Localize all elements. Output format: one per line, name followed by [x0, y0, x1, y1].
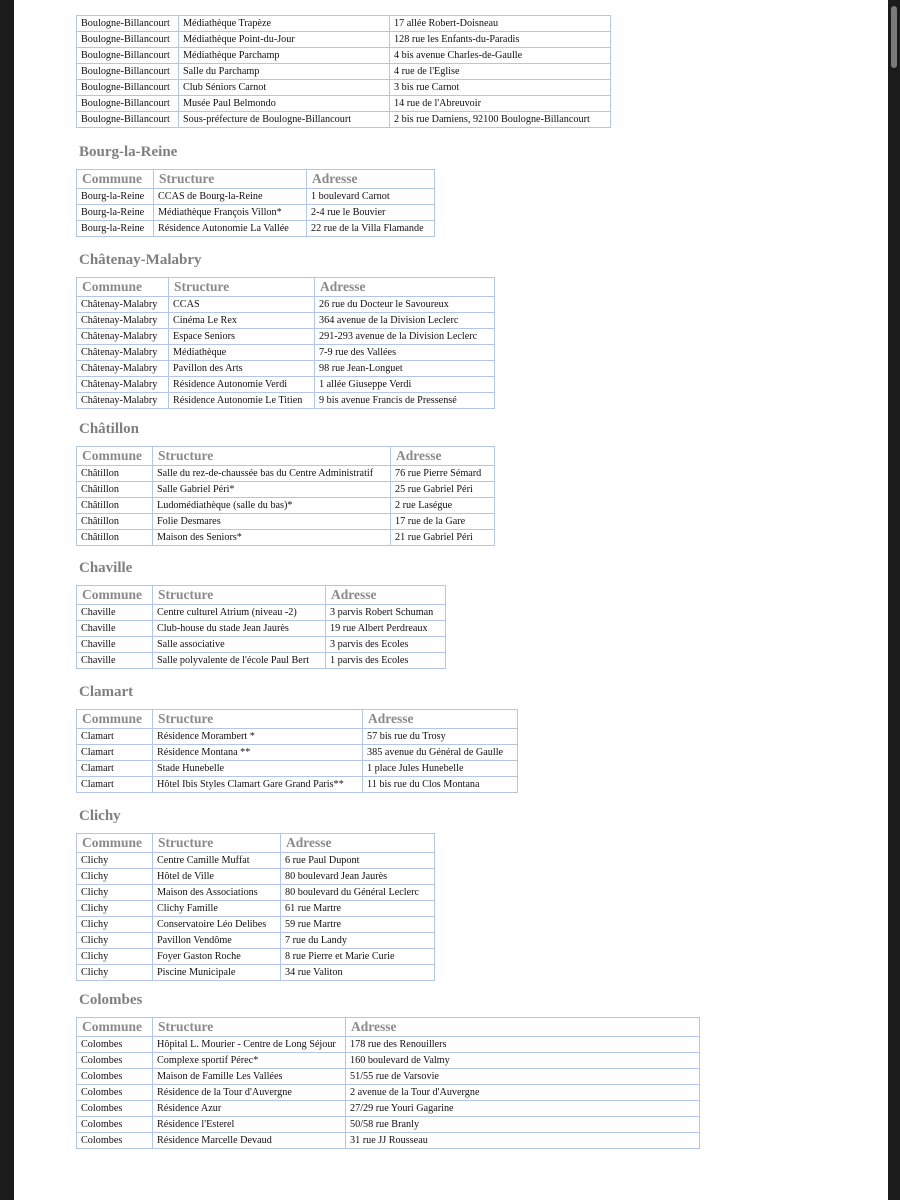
cell-structure: Complexe sportif Pérec* [153, 1053, 346, 1069]
cell-structure: Résidence l'Esterel [153, 1117, 346, 1133]
header-adresse: Adresse [363, 710, 518, 729]
cell-structure: Maison des Seniors* [153, 530, 391, 546]
cell-adresse: 4 bis avenue Charles-de-Gaulle [390, 48, 611, 64]
header-structure: Structure [153, 1018, 346, 1037]
cell-adresse: 1 boulevard Carnot [307, 189, 435, 205]
cell-adresse: 1 place Jules Hunebelle [363, 761, 518, 777]
cell-commune: Clichy [77, 933, 153, 949]
cell-adresse: 3 bis rue Carnot [390, 80, 611, 96]
table-row [77, 466, 495, 482]
header-adresse: Adresse [315, 278, 495, 297]
cell-structure: Salle du rez-de-chaussée bas du Centre Administratif [153, 466, 391, 482]
cell-adresse: 61 rue Martre [281, 901, 435, 917]
scrollbar-thumb[interactable] [891, 6, 897, 68]
cell-structure: Hôpital L. Mourier - Centre de Long Séjour [153, 1037, 346, 1053]
cell-adresse: 3 parvis Robert Schuman [326, 605, 446, 621]
table-row [77, 48, 611, 64]
header-adresse: Adresse [346, 1018, 700, 1037]
cell-commune: Colombes [77, 1133, 153, 1149]
table-row [77, 361, 495, 377]
cell-commune: Colombes [77, 1053, 153, 1069]
section-chaville [76, 559, 446, 669]
cell-commune: Châtenay-Malabry [77, 329, 169, 345]
table-row [77, 965, 435, 981]
cell-structure: CCAS de Bourg-la-Reine [154, 189, 307, 205]
cell-adresse: 57 bis rue du Trosy [363, 729, 518, 745]
table-row [77, 729, 518, 745]
cell-commune: Boulogne-Billancourt [77, 96, 179, 112]
table-row [77, 482, 495, 498]
cell-structure: Stade Hunebelle [153, 761, 363, 777]
cell-structure: Résidence Montana ** [153, 745, 363, 761]
table-row [77, 653, 446, 669]
cell-commune: Colombes [77, 1117, 153, 1133]
cell-commune: Châtenay-Malabry [77, 377, 169, 393]
header-structure: Structure [153, 710, 363, 729]
table-row [77, 637, 446, 653]
table-row [77, 96, 611, 112]
cell-adresse: 80 boulevard Jean Jaurès [281, 869, 435, 885]
cell-adresse: 3 parvis des Ecoles [326, 637, 446, 653]
table-row [77, 1117, 700, 1133]
table-row [77, 498, 495, 514]
header-commune: Commune [77, 447, 153, 466]
cell-commune: Clichy [77, 869, 153, 885]
cell-structure: Salle polyvalente de l'école Paul Bert [153, 653, 326, 669]
table-row [77, 949, 435, 965]
cell-commune: Clichy [77, 949, 153, 965]
table-row [77, 745, 518, 761]
table-row [77, 853, 435, 869]
table-row [77, 917, 435, 933]
cell-structure: Résidence Autonomie La Vallée [154, 221, 307, 237]
table-row [77, 1037, 700, 1053]
cell-commune: Colombes [77, 1037, 153, 1053]
cell-adresse: 160 boulevard de Valmy [346, 1053, 700, 1069]
cell-commune: Châtenay-Malabry [77, 313, 169, 329]
cell-adresse: 364 avenue de la Division Leclerc [315, 313, 495, 329]
cell-adresse: 2 avenue de la Tour d'Auvergne [346, 1085, 700, 1101]
cell-commune: Clamart [77, 745, 153, 761]
table-row [77, 16, 611, 32]
header-commune: Commune [77, 834, 153, 853]
cell-adresse: 59 rue Martre [281, 917, 435, 933]
cell-adresse: 128 rue les Enfants-du-Paradis [390, 32, 611, 48]
cell-adresse: 51/55 rue de Varsovie [346, 1069, 700, 1085]
section-colombes [76, 991, 700, 1149]
cell-adresse: 4 rue de l'Eglise [390, 64, 611, 80]
cell-commune: Clamart [77, 777, 153, 793]
table-row [77, 1101, 700, 1117]
cell-structure: Conservatoire Léo Delibes [153, 917, 281, 933]
cell-adresse: 21 rue Gabriel Péri [391, 530, 495, 546]
cell-commune: Chaville [77, 605, 153, 621]
cell-adresse: 9 bis avenue Francis de Pressensé [315, 393, 495, 409]
cell-adresse: 17 allée Robert-Doisneau [390, 16, 611, 32]
table-row [77, 64, 611, 80]
cell-structure: Salle associative [153, 637, 326, 653]
cell-commune: Clichy [77, 853, 153, 869]
cell-structure: Résidence Autonomie Le Titien [169, 393, 315, 409]
cell-adresse: 291-293 avenue de la Division Leclerc [315, 329, 495, 345]
cell-adresse: 8 rue Pierre et Marie Curie [281, 949, 435, 965]
cell-structure: CCAS [169, 297, 315, 313]
cell-commune: Clichy [77, 917, 153, 933]
table-clamart [76, 709, 518, 793]
cell-commune: Clamart [77, 761, 153, 777]
cell-structure: Résidence de la Tour d'Auvergne [153, 1085, 346, 1101]
table-row [77, 514, 495, 530]
cell-adresse: 34 rue Valiton [281, 965, 435, 981]
table-row [77, 885, 435, 901]
document-page [14, 0, 888, 1200]
table-chaville [76, 585, 446, 669]
section-title: Clamart [79, 684, 134, 700]
cell-adresse: 98 rue Jean-Longuet [315, 361, 495, 377]
left-edge [0, 0, 14, 1200]
cell-commune: Bourg-la-Reine [77, 221, 154, 237]
header-commune: Commune [77, 170, 154, 189]
cell-structure: Résidence Morambert * [153, 729, 363, 745]
header-adresse: Adresse [281, 834, 435, 853]
table-boulogne-billancourt [76, 15, 611, 128]
table-colombes [76, 1017, 700, 1149]
cell-structure: Résidence Azur [153, 1101, 346, 1117]
cell-structure: Médiathèque Parchamp [179, 48, 390, 64]
cell-adresse: 50/58 rue Branly [346, 1117, 700, 1133]
cell-adresse: 19 rue Albert Perdreaux [326, 621, 446, 637]
table-row [77, 869, 435, 885]
table-row [77, 345, 495, 361]
cell-adresse: 6 rue Paul Dupont [281, 853, 435, 869]
cell-adresse: 385 avenue du Général de Gaulle [363, 745, 518, 761]
cell-structure: Médiathèque Point-du-Jour [179, 32, 390, 48]
cell-adresse: 27/29 rue Youri Gagarine [346, 1101, 700, 1117]
table-row [77, 221, 435, 237]
cell-structure: Médiathèque [169, 345, 315, 361]
cell-structure: Club-house du stade Jean Jaurès [153, 621, 326, 637]
table-row [77, 297, 495, 313]
cell-adresse: 31 rue JJ Rousseau [346, 1133, 700, 1149]
cell-adresse: 1 parvis des Ecoles [326, 653, 446, 669]
table-row [77, 112, 611, 128]
table-row [77, 621, 446, 637]
table-row [77, 329, 495, 345]
cell-adresse: 22 rue de la Villa Flamande [307, 221, 435, 237]
cell-structure: Médiathèque François Villon* [154, 205, 307, 221]
header-commune: Commune [77, 710, 153, 729]
table-row [77, 189, 435, 205]
cell-structure: Cinéma Le Rex [169, 313, 315, 329]
section-title: Chaville [79, 560, 133, 576]
cell-commune: Châtenay-Malabry [77, 345, 169, 361]
table-row [77, 1069, 700, 1085]
table-row [77, 605, 446, 621]
cell-commune: Chaville [77, 637, 153, 653]
table-row [77, 32, 611, 48]
section-title: Bourg-la-Reine [79, 144, 178, 160]
section-chatenay-malabry [76, 251, 495, 409]
cell-structure: Piscine Municipale [153, 965, 281, 981]
cell-structure: Maison de Famille Les Vallées [153, 1069, 346, 1085]
header-structure: Structure [153, 834, 281, 853]
cell-adresse: 76 rue Pierre Sémard [391, 466, 495, 482]
table-row [77, 1053, 700, 1069]
cell-structure: Sous-préfecture de Boulogne-Billancourt [179, 112, 390, 128]
cell-structure: Maison des Associations [153, 885, 281, 901]
cell-adresse: 26 rue du Docteur le Savoureux [315, 297, 495, 313]
cell-commune: Colombes [77, 1085, 153, 1101]
cell-commune: Colombes [77, 1101, 153, 1117]
cell-structure: Médiathèque Trapèze [179, 16, 390, 32]
cell-structure: Pavillon des Arts [169, 361, 315, 377]
cell-adresse: 14 rue de l'Abreuvoir [390, 96, 611, 112]
cell-structure: Hôtel de Ville [153, 869, 281, 885]
cell-commune: Bourg-la-Reine [77, 205, 154, 221]
cell-adresse: 11 bis rue du Clos Montana [363, 777, 518, 793]
cell-commune: Clichy [77, 901, 153, 917]
header-adresse: Adresse [307, 170, 435, 189]
cell-structure: Centre Camille Muffat [153, 853, 281, 869]
table-chatillon [76, 446, 495, 546]
cell-structure: Résidence Autonomie Verdi [169, 377, 315, 393]
header-adresse: Adresse [391, 447, 495, 466]
table-row [77, 901, 435, 917]
cell-structure: Foyer Gaston Roche [153, 949, 281, 965]
cell-commune: Châtillon [77, 482, 153, 498]
table-row [77, 377, 495, 393]
cell-structure: Clichy Famille [153, 901, 281, 917]
header-commune: Commune [77, 586, 153, 605]
section-title: Clichy [79, 808, 121, 824]
scrollbar[interactable] [888, 0, 900, 1200]
section-clamart [76, 683, 518, 793]
cell-commune: Châtenay-Malabry [77, 393, 169, 409]
cell-commune: Boulogne-Billancourt [77, 112, 179, 128]
table-row [77, 761, 518, 777]
cell-adresse: 2-4 rue le Bouvier [307, 205, 435, 221]
table-row [77, 393, 495, 409]
table-row [77, 80, 611, 96]
cell-structure: Espace Seniors [169, 329, 315, 345]
table-bourg-la-reine [76, 169, 435, 237]
cell-commune: Clamart [77, 729, 153, 745]
section-title: Châtenay-Malabry [79, 252, 202, 268]
header-adresse: Adresse [326, 586, 446, 605]
cell-commune: Châtillon [77, 530, 153, 546]
section-boulogne-billancourt [76, 15, 611, 128]
cell-adresse: 80 boulevard du Général Leclerc [281, 885, 435, 901]
cell-commune: Boulogne-Billancourt [77, 16, 179, 32]
cell-structure: Club Séniors Carnot [179, 80, 390, 96]
cell-structure: Ludomédiathèque (salle du bas)* [153, 498, 391, 514]
cell-commune: Châtenay-Malabry [77, 297, 169, 313]
cell-adresse: 25 rue Gabriel Péri [391, 482, 495, 498]
cell-structure: Folie Desmares [153, 514, 391, 530]
header-structure: Structure [154, 170, 307, 189]
cell-commune: Châtillon [77, 466, 153, 482]
section-clichy [76, 807, 435, 981]
header-structure: Structure [169, 278, 315, 297]
cell-commune: Colombes [77, 1069, 153, 1085]
cell-commune: Clichy [77, 885, 153, 901]
table-row [77, 1133, 700, 1149]
table-row [77, 1085, 700, 1101]
header-structure: Structure [153, 586, 326, 605]
cell-structure: Pavillon Vendôme [153, 933, 281, 949]
cell-adresse: 1 allée Giuseppe Verdi [315, 377, 495, 393]
table-row [77, 313, 495, 329]
table-row [77, 205, 435, 221]
cell-commune: Boulogne-Billancourt [77, 64, 179, 80]
cell-commune: Châtenay-Malabry [77, 361, 169, 377]
table-chatenay-malabry [76, 277, 495, 409]
section-chatillon [76, 420, 495, 546]
table-clichy [76, 833, 435, 981]
cell-adresse: 7 rue du Landy [281, 933, 435, 949]
cell-adresse: 7-9 rue des Vallées [315, 345, 495, 361]
cell-structure: Salle du Parchamp [179, 64, 390, 80]
cell-adresse: 2 rue Laségue [391, 498, 495, 514]
section-bourg-la-reine [76, 143, 435, 237]
header-structure: Structure [153, 447, 391, 466]
cell-structure: Musée Paul Belmondo [179, 96, 390, 112]
cell-structure: Salle Gabriel Péri* [153, 482, 391, 498]
header-commune: Commune [77, 1018, 153, 1037]
cell-commune: Châtillon [77, 498, 153, 514]
table-row [77, 530, 495, 546]
cell-adresse: 178 rue des Renouillers [346, 1037, 700, 1053]
cell-adresse: 17 rue de la Gare [391, 514, 495, 530]
table-row [77, 933, 435, 949]
table-row [77, 777, 518, 793]
cell-structure: Centre culturel Atrium (niveau -2) [153, 605, 326, 621]
section-title: Colombes [79, 992, 143, 1008]
cell-commune: Bourg-la-Reine [77, 189, 154, 205]
header-commune: Commune [77, 278, 169, 297]
cell-commune: Boulogne-Billancourt [77, 80, 179, 96]
cell-commune: Chaville [77, 653, 153, 669]
cell-commune: Boulogne-Billancourt [77, 32, 179, 48]
cell-commune: Chaville [77, 621, 153, 637]
cell-commune: Clichy [77, 965, 153, 981]
cell-commune: Boulogne-Billancourt [77, 48, 179, 64]
cell-structure: Résidence Marcelle Devaud [153, 1133, 346, 1149]
cell-adresse: 2 bis rue Damiens, 92100 Boulogne-Billancourt [390, 112, 611, 128]
cell-commune: Châtillon [77, 514, 153, 530]
section-title: Châtillon [79, 421, 140, 437]
cell-structure: Hôtel Ibis Styles Clamart Gare Grand Paris** [153, 777, 363, 793]
